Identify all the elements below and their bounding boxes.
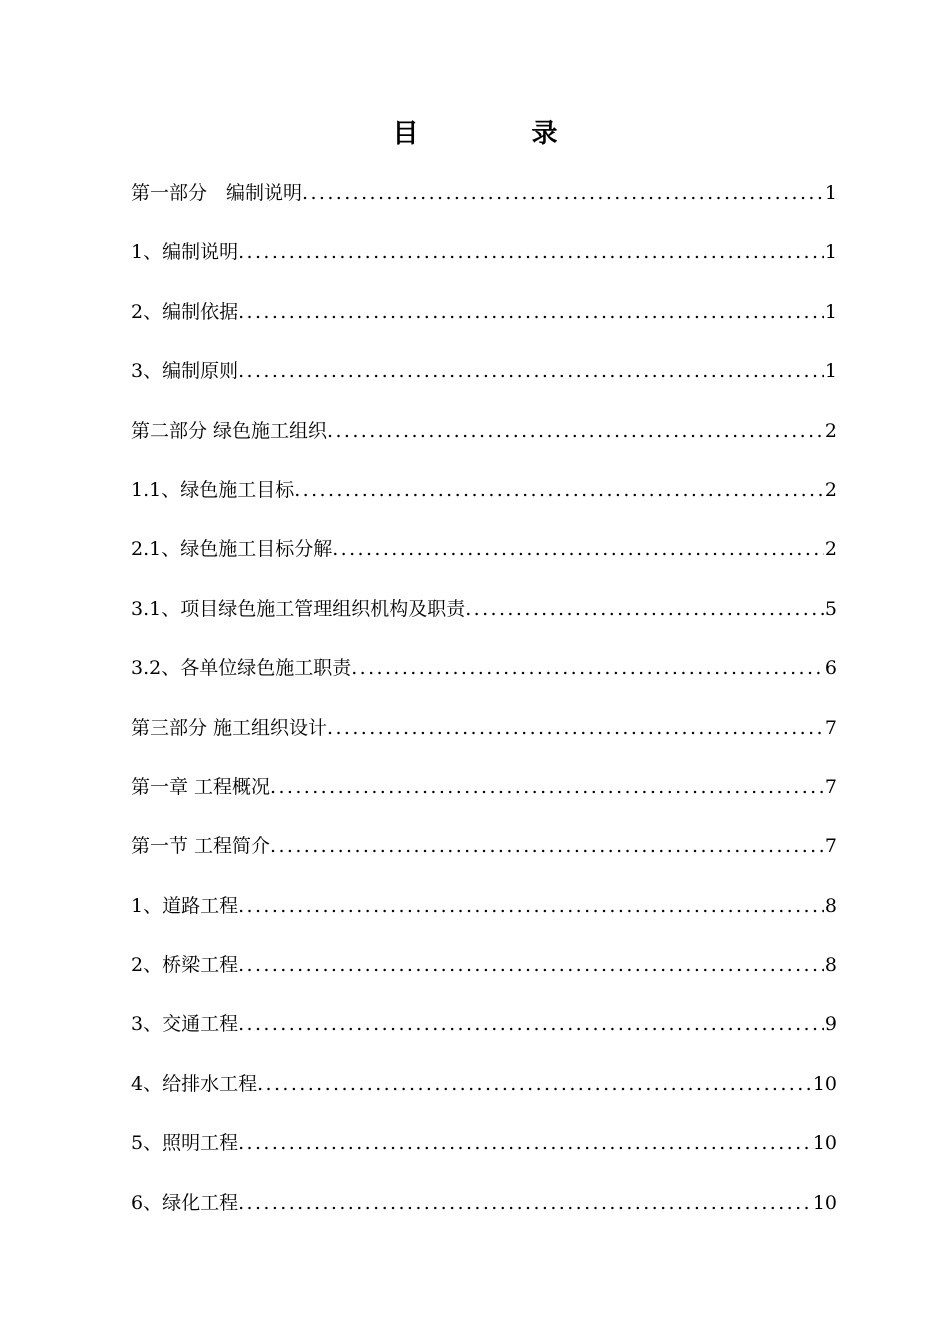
toc-entry-label: 1.1、绿色施工目标 <box>131 478 295 501</box>
toc-dot-leader <box>238 1001 824 1047</box>
toc-entry[interactable] <box>131 586 837 645</box>
toc-entry-page: 2 <box>824 419 837 442</box>
toc-entry-page: 8 <box>824 954 837 977</box>
toc-dot-leader <box>238 348 824 394</box>
toc-entry-label: 第三部分 施工组织设计 <box>131 716 328 739</box>
toc-entry-label: 1、编制说明 <box>131 241 239 264</box>
toc-dot-leader <box>465 586 824 632</box>
toc-entry-label: 3.1、项目绿色施工管理组织机构及职责 <box>131 597 466 620</box>
toc-entry-page: 2 <box>824 478 837 501</box>
toc-dot-leader <box>238 1120 812 1166</box>
toc-entry[interactable] <box>131 1061 837 1120</box>
toc-entry[interactable] <box>131 1120 837 1179</box>
toc-entry-label: 3.2、各单位绿色施工职责 <box>131 657 352 680</box>
toc-entry-label: 第一章 工程概况 <box>131 775 271 798</box>
toc-entry-page: 1 <box>824 360 837 383</box>
toc-entry-page: 1 <box>824 241 837 264</box>
toc-entry[interactable] <box>131 764 837 823</box>
toc-dot-leader <box>294 467 824 513</box>
toc-entry-page: 7 <box>824 716 837 739</box>
toc-entry-label: 6、绿化工程 <box>131 1191 239 1214</box>
toc-entry-page: 7 <box>824 835 837 858</box>
toc-dot-leader <box>270 823 824 869</box>
toc-entry-page: 10 <box>812 1072 837 1095</box>
toc-entry[interactable] <box>131 823 837 882</box>
toc-entry-page: 5 <box>824 597 837 620</box>
toc-entry-label: 第二部分 绿色施工组织 <box>131 419 328 442</box>
toc-entry-page: 8 <box>824 894 837 917</box>
toc-entry[interactable] <box>131 883 837 942</box>
toc-entry-label: 3、编制原则 <box>131 360 239 383</box>
toc-entry-page: 9 <box>824 1013 837 1036</box>
toc-entry-label: 4、给排水工程 <box>131 1072 258 1095</box>
toc-entry-label: 2、桥梁工程 <box>131 954 239 977</box>
toc-entry-page: 10 <box>812 1191 837 1214</box>
toc-entry-label: 第一节 工程简介 <box>131 835 271 858</box>
toc-entry[interactable] <box>131 942 837 1001</box>
toc-dot-leader <box>327 408 824 454</box>
toc-dot-leader <box>238 883 824 929</box>
toc-entry[interactable] <box>131 526 837 585</box>
toc-entry[interactable] <box>131 705 837 764</box>
toc-dot-leader <box>302 170 824 216</box>
toc-entry[interactable] <box>131 229 837 288</box>
toc-entry-label: 第一部分 编制说明 <box>131 182 303 204</box>
toc-title: 目 录 <box>392 119 610 149</box>
toc-entry[interactable] <box>131 348 837 407</box>
toc-dot-leader <box>332 526 824 572</box>
toc-entry[interactable] <box>131 170 837 229</box>
toc-dot-leader <box>351 645 824 691</box>
toc-dot-leader <box>238 1180 812 1226</box>
toc-list <box>131 170 837 1239</box>
toc-entry-page: 1 <box>824 182 837 204</box>
toc-dot-leader <box>257 1061 812 1107</box>
toc-entry-label: 1、道路工程 <box>131 894 239 917</box>
toc-entry[interactable] <box>131 1001 837 1060</box>
toc-entry[interactable] <box>131 408 837 467</box>
toc-dot-leader <box>270 764 824 810</box>
toc-entry-label: 2.1、绿色施工目标分解 <box>131 538 333 561</box>
toc-dot-leader <box>238 229 824 275</box>
toc-entry-page: 6 <box>824 657 837 680</box>
toc-entry[interactable] <box>131 289 837 348</box>
toc-entry-page: 1 <box>824 300 837 323</box>
toc-entry-page: 7 <box>824 775 837 798</box>
toc-entry-page: 10 <box>812 1132 837 1155</box>
toc-dot-leader <box>327 705 824 751</box>
toc-entry-label: 3、交通工程 <box>131 1013 239 1036</box>
toc-entry[interactable] <box>131 467 837 526</box>
toc-entry-label: 2、编制依据 <box>131 300 239 323</box>
toc-entry[interactable] <box>131 645 837 704</box>
toc-dot-leader <box>238 289 824 335</box>
toc-dot-leader <box>238 942 824 988</box>
toc-entry-page: 2 <box>824 538 837 561</box>
toc-entry[interactable] <box>131 1180 837 1239</box>
toc-entry-label: 5、照明工程 <box>131 1132 239 1155</box>
